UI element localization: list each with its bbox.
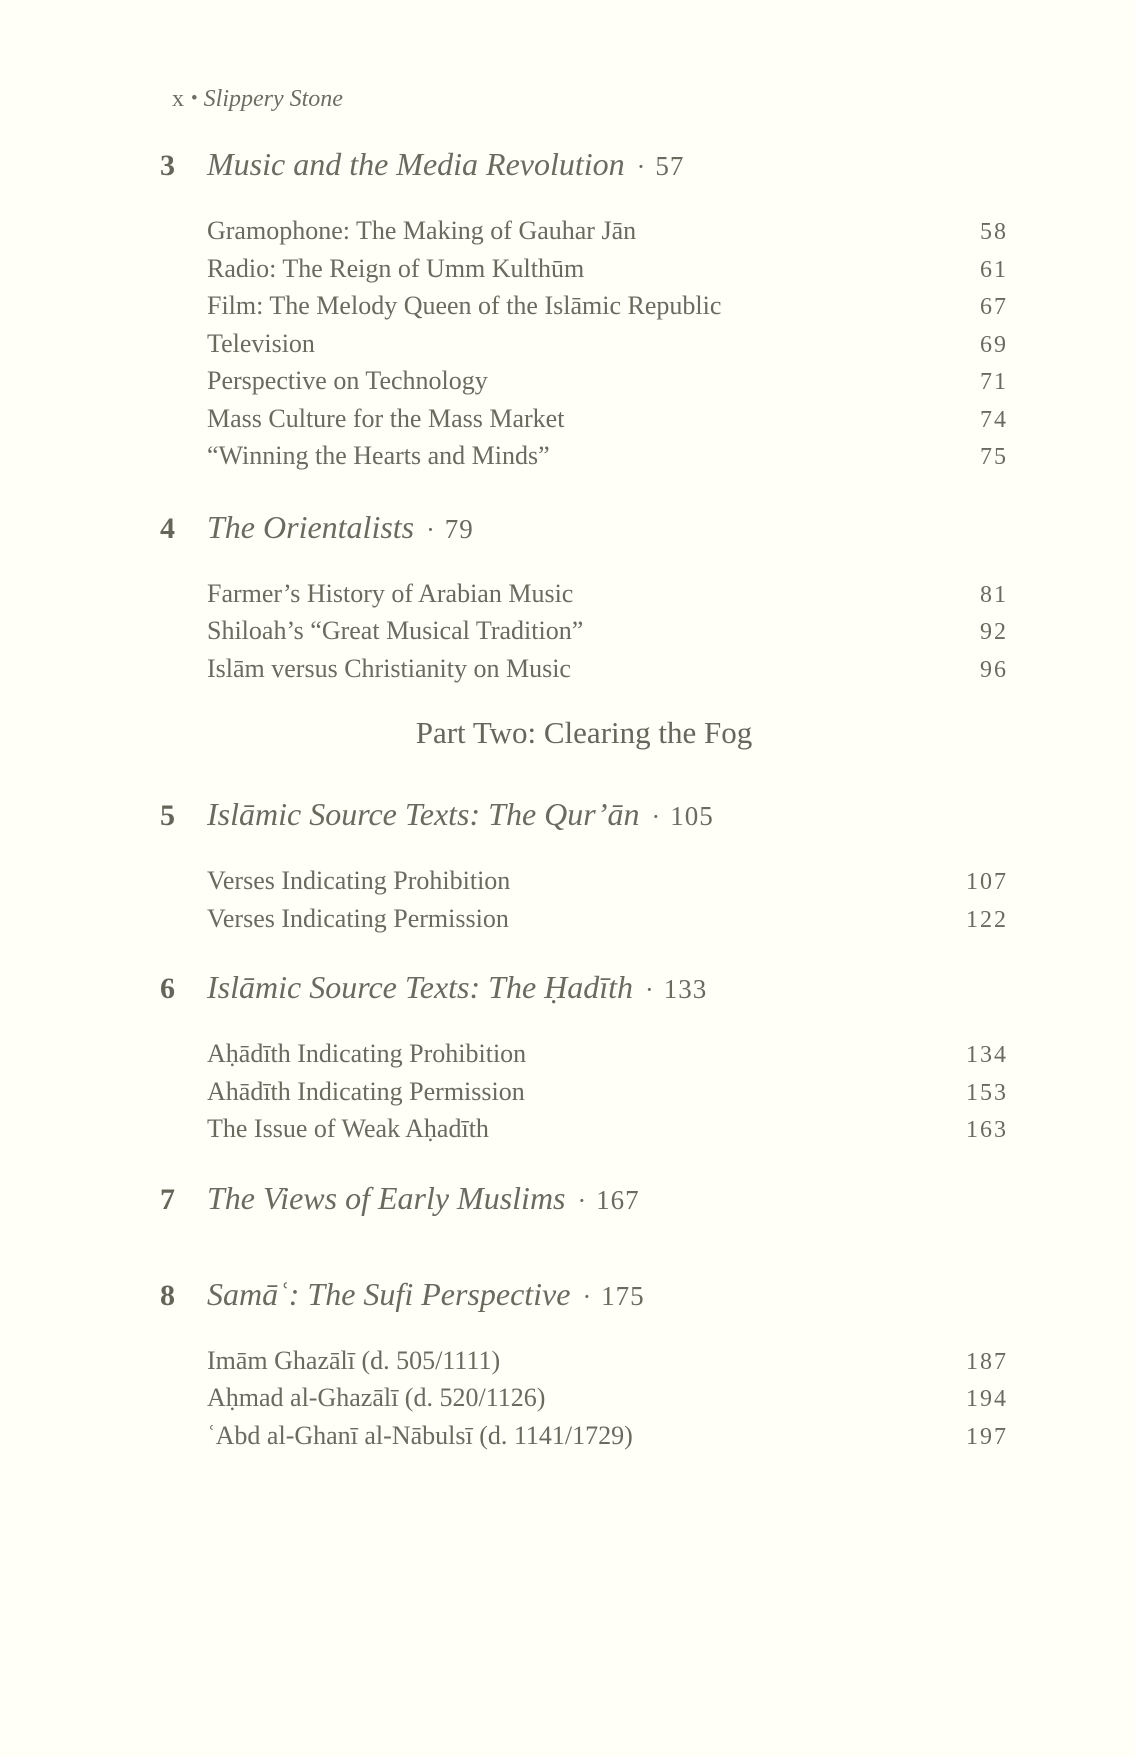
toc-entry: [207, 863, 1008, 901]
chapter-7: [160, 1180, 1008, 1219]
toc-entry: [207, 1074, 1008, 1112]
chapter-number: 4: [160, 511, 175, 545]
entry-page-number: 194: [966, 1386, 1008, 1412]
toc-entry: [207, 1380, 1008, 1418]
header-bullet-icon: •: [191, 88, 198, 109]
chapter-page-number: 133: [663, 974, 708, 1004]
chapter-number: 7: [160, 1182, 175, 1216]
chapter-3: [160, 146, 1008, 476]
separator-dot-icon: ·: [651, 802, 661, 831]
entry-page-number: 75: [980, 444, 1008, 470]
entry-title: Radio: The Reign of Umm Kulthūm: [207, 253, 585, 283]
entry-title: Farmer’s History of Arabian Music: [207, 578, 574, 608]
chapter-4: [160, 509, 1008, 689]
chapter-heading: [160, 146, 1008, 185]
table-of-contents: [160, 146, 1008, 1455]
chapter-sections: [160, 1036, 1008, 1149]
entry-page-number: 58: [980, 219, 1008, 245]
chapter-page-number: 175: [601, 1280, 645, 1311]
toc-entry: [207, 326, 1008, 364]
entry-title: Mass Culture for the Mass Market: [207, 403, 565, 433]
entry-title: “Winning the Hearts and Minds”: [207, 441, 550, 470]
entry-page-number: 153: [966, 1079, 1008, 1106]
entry-title: Verses Indicating Prohibition: [207, 866, 511, 895]
toc-entry: [207, 1036, 1008, 1074]
toc-entry: [207, 288, 1008, 326]
entry-title: Islām versus Christianity on Music: [207, 653, 571, 683]
chapter-page-number: 167: [596, 1184, 640, 1215]
chapter-page-number: 57: [655, 151, 685, 181]
toc-entry: [207, 576, 1008, 614]
chapter-sections: [160, 576, 1008, 689]
chapter-title: Music and the Media Revolution: [207, 146, 625, 182]
entry-title: Television: [207, 328, 315, 358]
entry-title: ʿAbd al-Ghanī al-Nābulsī (d. 1141/1729): [207, 1420, 633, 1450]
toc-entry: [207, 251, 1008, 289]
chapter-5: [160, 796, 1008, 938]
chapter-title: The Views of Early Muslims: [207, 1179, 566, 1216]
entry-title: Aḥmad al-Ghazālī (d. 520/1126): [207, 1383, 546, 1412]
entry-page-number: 122: [966, 906, 1008, 933]
chapter-sections: [160, 1343, 1008, 1456]
entry-page-number: 92: [980, 619, 1008, 645]
chapter-page-number: 105: [670, 801, 714, 831]
separator-dot-icon: ·: [426, 514, 435, 544]
entry-title: Ahādīth Indicating Permission: [207, 1076, 525, 1106]
toc-entry: [207, 901, 1008, 939]
chapter-sections: [160, 863, 1008, 938]
header-page-number: x: [172, 86, 184, 112]
separator-dot-icon: ·: [577, 1185, 587, 1215]
chapter-heading: [160, 1276, 1008, 1315]
chapter-8: [160, 1276, 1008, 1456]
part-heading: Part Two: Clearing the Fog: [415, 715, 753, 750]
toc-entry: [207, 363, 1008, 401]
chapter-6: [160, 969, 1008, 1149]
chapter-title: Islāmic Source Texts: The Qur’ān: [207, 796, 640, 832]
entry-page-number: 197: [966, 1423, 1008, 1450]
entry-page-number: 61: [980, 256, 1008, 283]
entry-title: The Issue of Weak Aḥadīth: [207, 1114, 489, 1143]
entry-title: Shiloah’s “Great Musical Tradition”: [207, 616, 584, 645]
chapter-number: 8: [160, 1278, 175, 1312]
entry-page-number: 96: [980, 656, 1008, 683]
entry-page-number: 67: [980, 294, 1008, 320]
entry-title: Perspective on Technology: [207, 366, 488, 395]
book-title: Slippery Stone: [203, 86, 343, 112]
chapter-number: 6: [160, 972, 175, 1005]
chapter-title: The Orientalists: [207, 508, 415, 545]
chapter-number: 5: [160, 799, 175, 832]
chapter-title: Samāʿ: The Sufi Perspective: [207, 1275, 571, 1312]
entry-title: Gramophone: The Making of Gauhar Jān: [207, 216, 637, 245]
toc-entry: [207, 1418, 1008, 1456]
toc-entry: [207, 438, 1008, 476]
chapter-page-number: 79: [444, 513, 474, 544]
chapter-heading: [160, 1180, 1008, 1219]
entry-title: Imām Ghazālī (d. 505/1111): [207, 1345, 501, 1375]
toc-entry: [207, 401, 1008, 439]
separator-dot-icon: ·: [645, 975, 654, 1004]
entry-title: Aḥādīth Indicating Prohibition: [207, 1039, 527, 1068]
chapter-number: 3: [160, 149, 175, 182]
entry-page-number: 107: [966, 869, 1008, 895]
entry-page-number: 69: [980, 331, 1008, 358]
toc-entry: [207, 213, 1008, 251]
entry-page-number: 74: [980, 406, 1008, 433]
toc-entry: [207, 1111, 1008, 1149]
page-header: [172, 86, 1008, 112]
chapter-title: Islāmic Source Texts: The Ḥadīth: [207, 969, 634, 1005]
entry-page-number: 134: [966, 1042, 1008, 1068]
entry-title: Film: The Melody Queen of the Islāmic Republic: [207, 291, 722, 320]
chapter-heading: [160, 796, 1008, 835]
entry-page-number: 163: [966, 1117, 1008, 1143]
chapter-heading: [160, 509, 1008, 548]
entry-title: Verses Indicating Permission: [207, 903, 509, 933]
toc-entry: [207, 651, 1008, 689]
chapter-sections: [160, 213, 1008, 476]
chapter-heading: [160, 969, 1008, 1008]
entry-page-number: 187: [966, 1348, 1008, 1375]
separator-dot-icon: ·: [636, 152, 646, 181]
toc-entry: [207, 1343, 1008, 1381]
entry-page-number: 81: [980, 581, 1008, 608]
entry-page-number: 71: [980, 369, 1008, 395]
separator-dot-icon: ·: [582, 1281, 592, 1311]
toc-entry: [207, 613, 1008, 651]
